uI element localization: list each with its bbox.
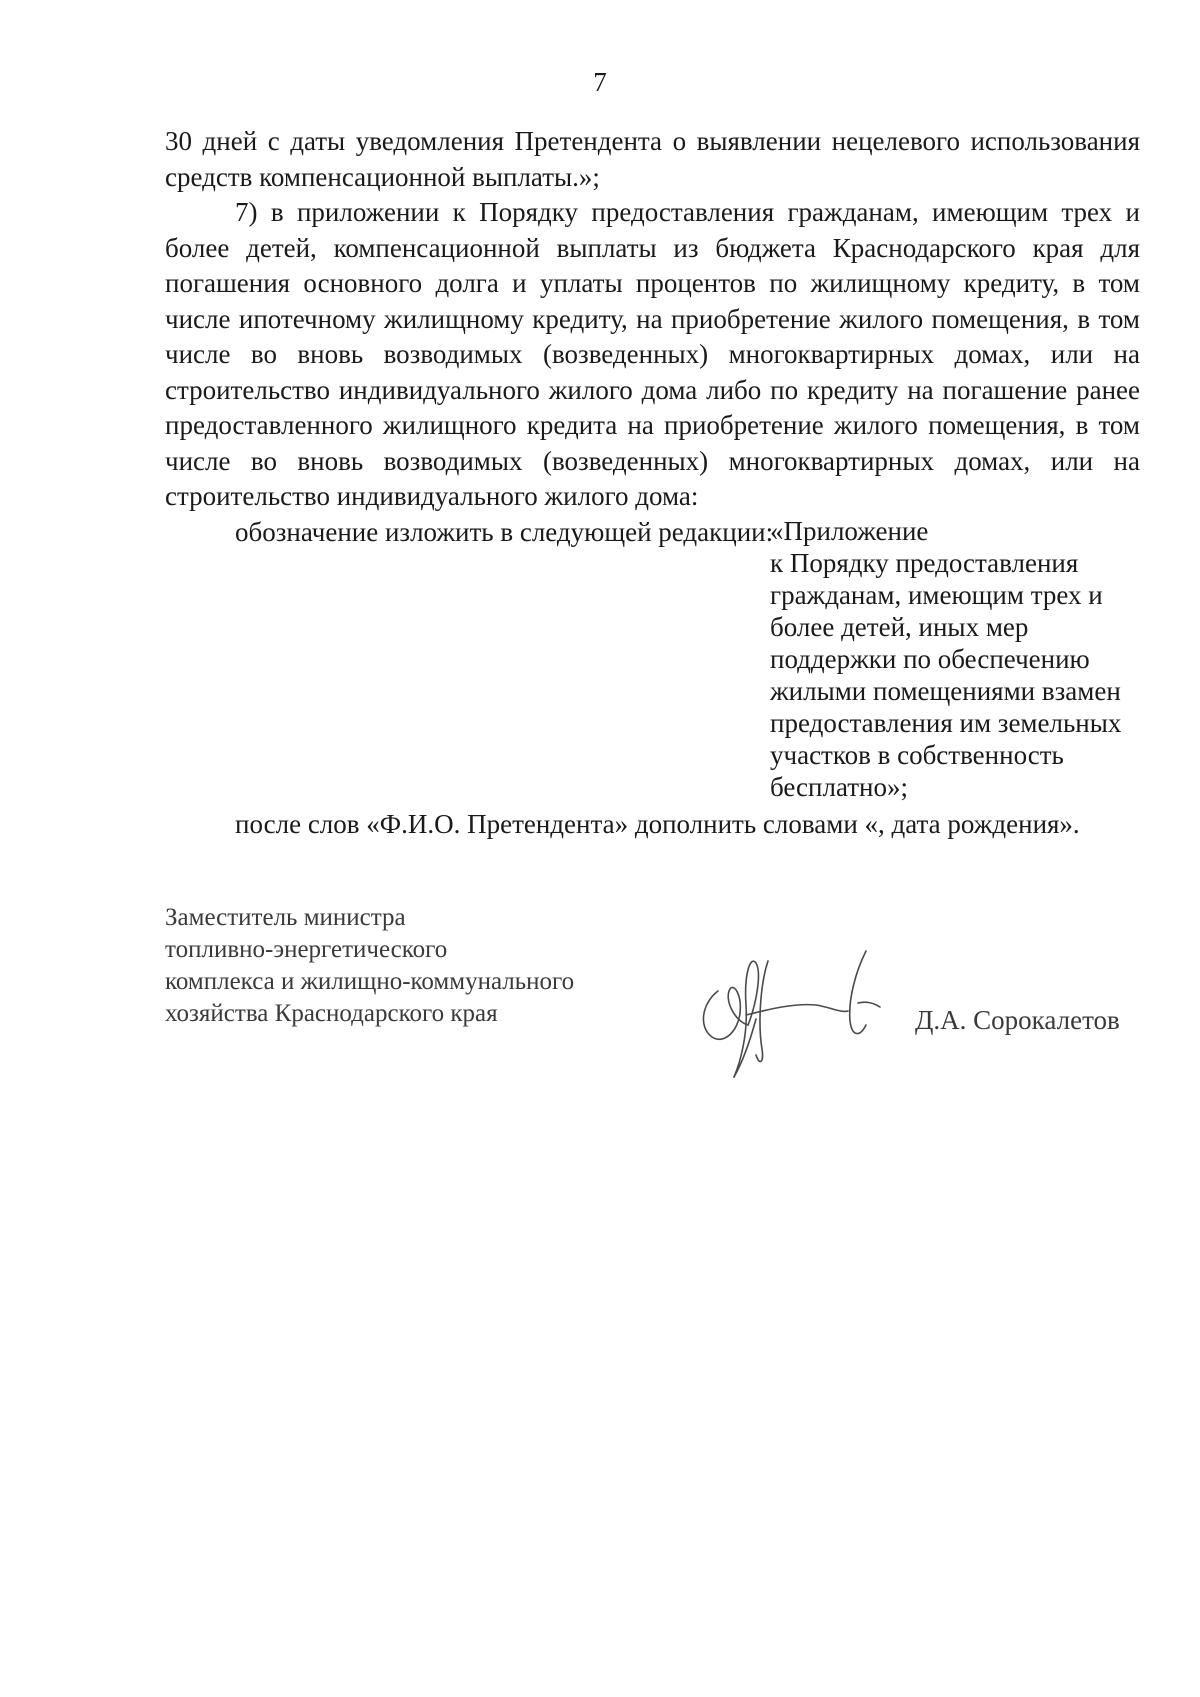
amendment-line: после слов «Ф.И.О. Претендента» дополнить словами «, дата рождения». [235,809,1080,839]
document-body [165,124,1140,550]
signatory-title-line: топливно-энергетического [165,936,448,963]
appendix-line: поддержки по обеспечению [770,644,1090,674]
paragraph-1: 30 дней с даты уведомления Претендента о выявлении нецелевого использования средств компенсационной выплаты.»; [165,126,1140,192]
appendix-line: жилыми помещениями взамен [770,676,1121,706]
signatory-title-line: комплекса и жилищно-коммунального [165,968,575,995]
appendix-line: участков в собственность [770,740,1064,770]
signatory-title [165,902,574,1030]
paragraph-2: 7) в приложении к Порядку предоставления гражданам, имеющим трех и более детей, компенсационной выплаты из бюджета Краснодарского края для погашения основного долга и уплаты процентов по жилищному кредиту, в том числе ипотечному жилищному кредиту, на приобретение жилого помещения, в том числе во вновь возводимых (возведенных) многоквартирных домах, или на строительство индивидуального жилого дома либо по кредиту на погашение ранее предоставленного жилищного кредита на приобретение жилого помещения, в том числе во вновь возводимых (возведенных) многоквартирных домах, или на строительство индивидуального жилого дома: [165,197,1140,511]
appendix-line: бесплатно»; [770,772,908,802]
appendix-line: более детей, иных мер [770,612,1029,642]
appendix-line: «Приложение [770,516,929,546]
paragraph-3: обозначение изложить в следующей редакции: [235,516,774,547]
signatory-title-line: Заместитель министра [165,904,406,931]
appendix-line: к Порядку предоставления [770,548,1079,578]
handwritten-signature [690,945,910,1085]
appendix-line: гражданам, имеющим трех и [770,580,1103,610]
appendix-line: предоставления им земельных [770,708,1122,738]
appendix-heading [770,515,1150,803]
signatory-title-line: хозяйства Краснодарского края [165,1000,498,1027]
page-number: 7 [593,67,607,97]
signatory-name: Д.А. Сорокалетов [915,1005,1120,1035]
